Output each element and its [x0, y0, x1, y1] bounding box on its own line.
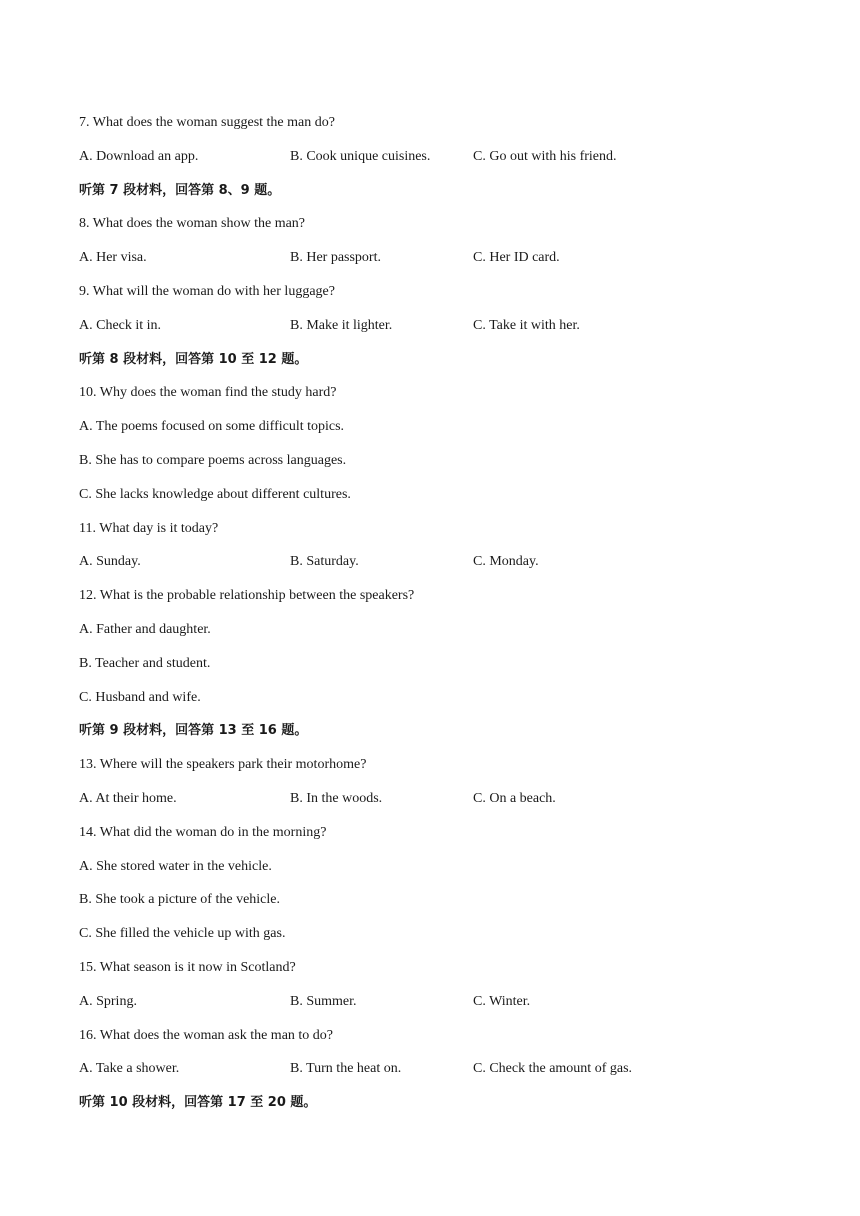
answer-option: A. She stored water in the vehicle. — [79, 859, 272, 874]
answer-option-b: B. In the woods. — [290, 791, 383, 806]
section-heading: 听第 9 段材料，回答第 13 至 16 题。 — [79, 723, 308, 738]
answer-option-a: A. At their home. — [79, 791, 177, 806]
answer-option-b: B. Her passport. — [290, 250, 381, 265]
answer-option-a: A. Spring. — [79, 994, 137, 1009]
answer-option-c: C. Take it with her. — [473, 318, 580, 333]
question-text: 11. What day is it today? — [79, 521, 219, 536]
answer-option-a: A. Download an app. — [79, 149, 199, 164]
answer-option-b: B. Summer. — [290, 994, 357, 1009]
question-text: 7. What does the woman suggest the man do? — [79, 115, 335, 130]
answer-option-c: C. Winter. — [473, 994, 531, 1009]
answer-option-c: C. Check the amount of gas. — [473, 1061, 633, 1076]
answer-option-c: C. Monday. — [473, 554, 539, 569]
answer-option: A. Father and daughter. — [79, 622, 211, 637]
answer-option-b: B. Turn the heat on. — [290, 1061, 402, 1076]
answer-option-b: B. Make it lighter. — [290, 318, 393, 333]
answer-option: B. She has to compare poems across languages. — [79, 453, 347, 468]
question-text: 9. What will the woman do with her luggage? — [79, 284, 335, 299]
question-text: 14. What did the woman do in the morning? — [79, 825, 327, 840]
answer-option-b: B. Saturday. — [290, 554, 359, 569]
answer-option-a: A. Her visa. — [79, 250, 147, 265]
question-text: 16. What does the woman ask the man to do? — [79, 1028, 334, 1043]
answer-option-c: C. On a beach. — [473, 791, 556, 806]
answer-option: C. She filled the vehicle up with gas. — [79, 926, 286, 941]
question-text: 10. Why does the woman find the study hard? — [79, 385, 337, 400]
answer-option-c: C. Go out with his friend. — [473, 149, 617, 164]
answer-option: C. She lacks knowledge about different cultures. — [79, 487, 351, 502]
question-text: 12. What is the probable relationship between the speakers? — [79, 588, 415, 603]
answer-option: B. Teacher and student. — [79, 656, 211, 671]
question-text: 8. What does the woman show the man? — [79, 216, 306, 231]
section-heading: 听第 7 段材料，回答第 8、9 题。 — [79, 183, 281, 198]
answer-option-a: A. Check it in. — [79, 318, 162, 333]
answer-option-a: A. Sunday. — [79, 554, 141, 569]
answer-option: C. Husband and wife. — [79, 690, 201, 705]
question-text: 13. Where will the speakers park their motorhome? — [79, 757, 367, 772]
section-heading: 听第 8 段材料，回答第 10 至 12 题。 — [79, 352, 308, 367]
answer-option-c: C. Her ID card. — [473, 250, 560, 265]
answer-option: B. She took a picture of the vehicle. — [79, 892, 280, 907]
answer-option: A. The poems focused on some difficult topics. — [79, 419, 345, 434]
section-heading: 听第 10 段材料，回答第 17 至 20 题。 — [79, 1095, 317, 1110]
answer-option-a: A. Take a shower. — [79, 1061, 180, 1076]
question-text: 15. What season is it now in Scotland? — [79, 960, 296, 975]
answer-option-b: B. Cook unique cuisines. — [290, 149, 431, 164]
